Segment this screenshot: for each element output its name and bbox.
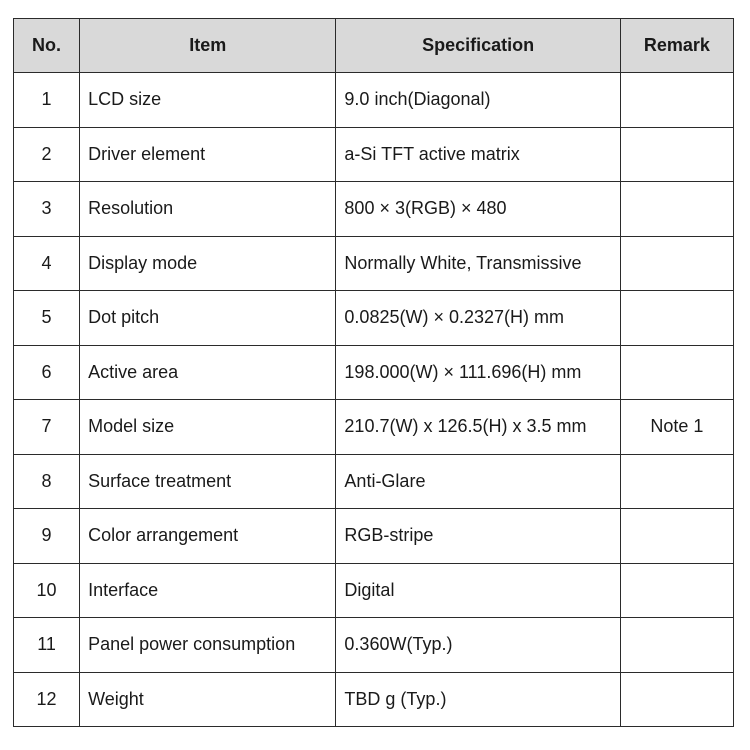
row-remark	[620, 73, 733, 128]
row-item: Weight	[80, 672, 336, 727]
row-item: Surface treatment	[80, 454, 336, 509]
row-number: 1	[14, 73, 80, 128]
header-remark: Remark	[620, 19, 733, 73]
header-item: Item	[80, 19, 336, 73]
table-row	[14, 291, 734, 346]
row-remark	[620, 345, 733, 400]
row-specification: 0.0825(W) × 0.2327(H) mm	[336, 291, 620, 346]
table-row	[14, 454, 734, 509]
table-row	[14, 672, 734, 727]
header-specification: Specification	[336, 19, 620, 73]
row-item: Active area	[80, 345, 336, 400]
header-no: No.	[14, 19, 80, 73]
row-number: 11	[14, 618, 80, 673]
row-remark	[620, 182, 733, 237]
row-remark	[620, 291, 733, 346]
row-number: 10	[14, 563, 80, 618]
header-row	[14, 19, 734, 73]
row-specification: 210.7(W) x 126.5(H) x 3.5 mm	[336, 400, 620, 455]
row-item: Color arrangement	[80, 509, 336, 564]
table-row	[14, 400, 734, 455]
row-number: 8	[14, 454, 80, 509]
row-number: 6	[14, 345, 80, 400]
row-number: 2	[14, 127, 80, 182]
row-specification: Anti-Glare	[336, 454, 620, 509]
row-specification: 198.000(W) × 111.696(H) mm	[336, 345, 620, 400]
table-row	[14, 618, 734, 673]
row-number: 5	[14, 291, 80, 346]
table-row	[14, 509, 734, 564]
row-item: Model size	[80, 400, 336, 455]
row-item: Display mode	[80, 236, 336, 291]
row-specification: 9.0 inch(Diagonal)	[336, 73, 620, 128]
table-row	[14, 236, 734, 291]
row-number: 12	[14, 672, 80, 727]
row-specification: 0.360W(Typ.)	[336, 618, 620, 673]
row-remark: Note 1	[620, 400, 733, 455]
table-row	[14, 182, 734, 237]
row-item: Dot pitch	[80, 291, 336, 346]
row-remark	[620, 618, 733, 673]
row-specification: TBD g (Typ.)	[336, 672, 620, 727]
row-remark	[620, 509, 733, 564]
row-remark	[620, 454, 733, 509]
row-item: Resolution	[80, 182, 336, 237]
table-row	[14, 563, 734, 618]
row-number: 4	[14, 236, 80, 291]
row-specification: Normally White, Transmissive	[336, 236, 620, 291]
table-row	[14, 345, 734, 400]
table-row	[14, 127, 734, 182]
row-item: LCD size	[80, 73, 336, 128]
row-item: Panel power consumption	[80, 618, 336, 673]
row-number: 3	[14, 182, 80, 237]
row-remark	[620, 563, 733, 618]
row-number: 9	[14, 509, 80, 564]
row-number: 7	[14, 400, 80, 455]
row-specification: a-Si TFT active matrix	[336, 127, 620, 182]
row-specification: Digital	[336, 563, 620, 618]
row-remark	[620, 127, 733, 182]
row-item: Driver element	[80, 127, 336, 182]
row-remark	[620, 672, 733, 727]
row-specification: RGB-stripe	[336, 509, 620, 564]
row-remark	[620, 236, 733, 291]
table-header	[14, 19, 734, 73]
specification-table	[13, 18, 734, 727]
table-row	[14, 73, 734, 128]
row-item: Interface	[80, 563, 336, 618]
table-body	[14, 73, 734, 727]
row-specification: 800 × 3(RGB) × 480	[336, 182, 620, 237]
